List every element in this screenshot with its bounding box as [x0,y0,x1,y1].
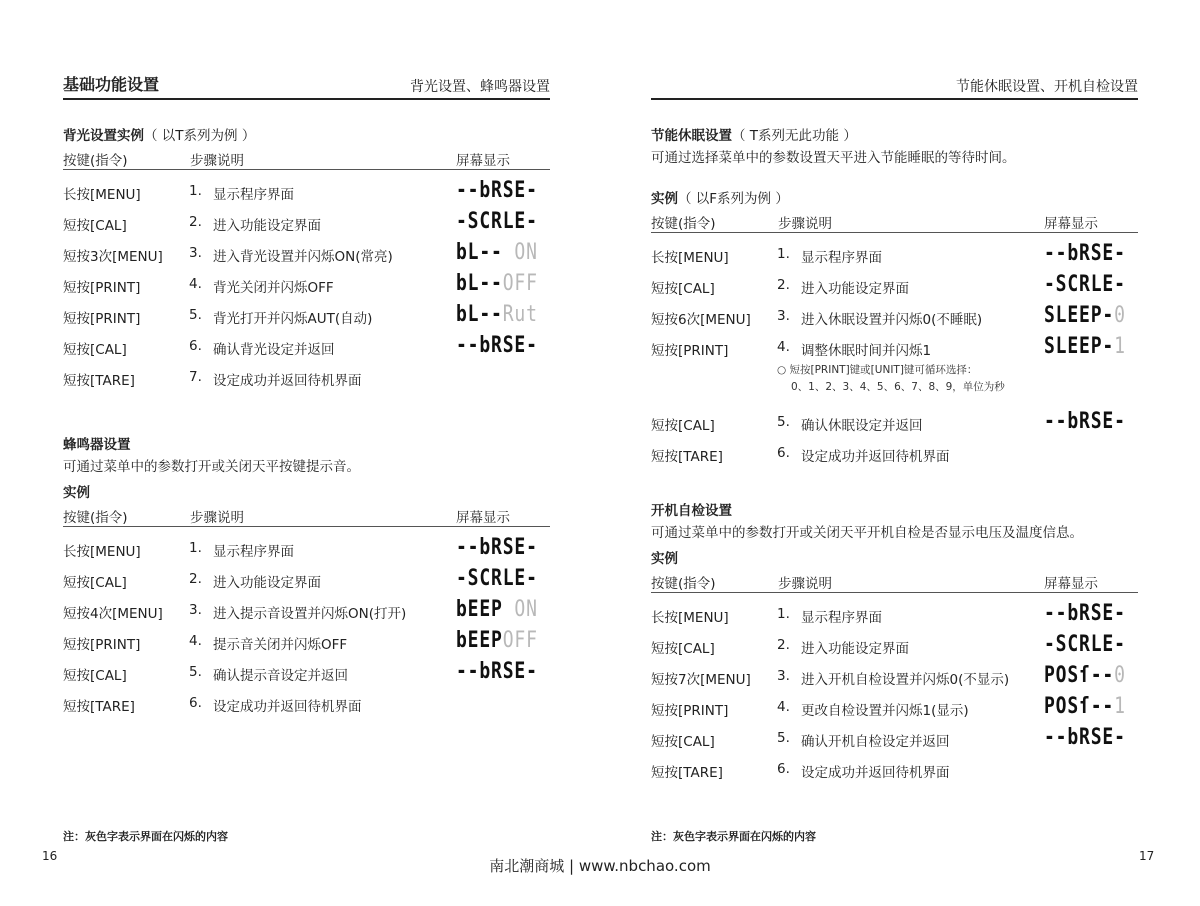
sleep-rows [651,238,1138,362]
selftest-title: 开机自检设置 [651,503,732,519]
col-display: 屏幕显示 [1044,576,1098,592]
lcd-display [456,629,538,653]
selftest-example-label: 实例 [651,551,678,567]
col-key: 按键(指令) [651,576,716,592]
key-command: 短按[PRINT] [651,343,729,359]
key-command: 短按[CAL] [63,575,127,591]
step-description: 确认背光设定并返回 [213,342,335,358]
right-page [651,0,1138,906]
step-number: 4. [189,633,202,649]
key-command: 短按[CAL] [63,218,127,234]
key-command: 短按[PRINT] [63,311,141,327]
table-row [651,598,1138,629]
table-header [63,504,550,527]
key-command: 短按[CAL] [651,418,715,434]
key-command: 短按[CAL] [63,342,127,358]
lcd-display [1044,410,1126,434]
key-command: 短按[TARE] [651,449,723,465]
lcd-display [456,241,538,265]
lcd-text: bL-- [456,302,503,327]
table-row [651,753,1138,784]
key-command: 短按[PRINT] [651,703,729,719]
key-command: 短按[TARE] [63,373,135,389]
table-row [63,687,550,718]
step-number: 5. [777,414,790,430]
backlight-rows [63,175,550,392]
sleep-title: 节能休眠设置 [651,128,732,144]
lcd-flashing-text: ON [514,597,538,622]
key-command: 短按3次[MENU] [63,249,163,265]
step-number: 4. [777,339,790,355]
key-command: 短按[PRINT] [63,637,141,653]
lcd-text: -SCRLE- [456,209,538,234]
lcd-flashing-text: 0 [1114,303,1126,328]
table-row [63,268,550,299]
step-description: 确认提示音设定并返回 [213,668,348,684]
key-command: 短按[CAL] [651,641,715,657]
step-number: 2. [777,277,790,293]
step-description: 设定成功并返回待机界面 [801,449,950,465]
lcd-flashing-text: ON [514,240,538,265]
key-command: 短按4次[MENU] [63,606,163,622]
key-command: 长按[MENU] [651,250,729,266]
table-row [651,300,1138,331]
sleep-title-note: （ T系列无此功能 ） [732,128,857,144]
footnote: 注：灰色字表示界面在闪烁的内容 [651,830,816,843]
key-command: 短按[CAL] [63,668,127,684]
step-description: 确认休眠设定并返回 [801,418,923,434]
lcd-text: bL-- [456,271,503,296]
step-description: 进入开机自检设置并闪烁0(不显示) [801,672,1010,688]
key-command: 长按[MENU] [651,610,729,626]
step-description: 显示程序界面 [213,187,294,203]
key-command: 短按[TARE] [63,699,135,715]
footnote: 注：灰色字表示界面在闪烁的内容 [63,830,228,843]
step-number: 3. [189,245,202,261]
table-row [651,722,1138,753]
lcd-text: bEEP [456,628,503,653]
lcd-display [456,210,538,234]
lcd-text: --bRSE- [456,333,538,358]
table-row [651,406,1138,437]
table-row [63,656,550,687]
page-number-left: 16 [42,849,58,863]
key-command: 短按6次[MENU] [651,312,751,328]
step-description: 设定成功并返回待机界面 [801,765,950,781]
step-description: 提示音关闭并闪烁OFF [213,637,348,653]
lcd-text: -SCRLE- [1044,272,1126,297]
col-display: 屏幕显示 [1044,216,1098,232]
step-number: 2. [189,214,202,230]
step-number: 1. [189,183,202,199]
step-number: 1. [777,246,790,262]
table-row [63,330,550,361]
lcd-text: bL-- [456,240,515,265]
step-description: 进入休眠设置并闪烁0(不睡眠) [801,312,983,328]
step-number: 5. [189,664,202,680]
lcd-text: --bRSE- [456,659,538,684]
step-description: 进入功能设定界面 [213,575,321,591]
lcd-text: SLEEP- [1044,303,1115,328]
step-description: 进入背光设置并闪烁ON(常亮) [213,249,393,265]
backlight-title: 背光设置实例 [63,128,144,144]
step-description: 显示程序界面 [213,544,294,560]
key-command: 短按[TARE] [651,765,723,781]
lcd-text: --bRSE- [1044,409,1126,434]
sleep-description: 可通过选择菜单中的参数设置天平进入节能睡眠的等待时间。 [651,150,1016,166]
lcd-display [1044,664,1126,688]
step-description: 背光关闭并闪烁OFF [213,280,334,296]
lcd-text: --bRSE- [1044,241,1126,266]
table-row [651,331,1138,362]
table-row [63,299,550,330]
selftest-rows [651,598,1138,784]
step-description: 进入功能设定界面 [801,281,909,297]
lcd-text: -SCRLE- [1044,632,1126,657]
key-command: 短按[CAL] [651,281,715,297]
lcd-display [456,303,538,327]
step-number: 3. [189,602,202,618]
step-description: 进入功能设定界面 [213,218,321,234]
lcd-text: --bRSE- [456,178,538,203]
backlight-section [63,125,550,392]
lcd-text: --bRSE- [1044,725,1126,750]
key-command: 短按7次[MENU] [651,672,751,688]
step-description: 设定成功并返回待机界面 [213,373,362,389]
lcd-display [456,660,538,684]
sleep-rows-continued [651,406,1138,468]
table-header [63,147,550,170]
step-description: 背光打开并闪烁AUT(自动) [213,311,373,327]
lcd-display [1044,695,1126,719]
col-key: 按键(指令) [63,510,128,526]
step-description: 调整休眠时间并闪烁1 [801,343,932,359]
table-row [651,691,1138,722]
step-description: 显示程序界面 [801,610,882,626]
step-description: 设定成功并返回待机界面 [213,699,362,715]
step-description: 更改自检设置并闪烁1(显示) [801,703,969,719]
step-number: 1. [189,540,202,556]
lcd-text: bEEP [456,597,515,622]
lcd-display [456,179,538,203]
step-number: 6. [189,338,202,354]
step-number: 1. [777,606,790,622]
sleep-example-note: （ 以F系列为例 ） [678,191,789,207]
lcd-display [1044,602,1126,626]
col-key: 按键(指令) [651,216,716,232]
key-command: 短按[PRINT] [63,280,141,296]
table-header [651,210,1138,233]
step-number: 5. [189,307,202,323]
step-number: 3. [777,308,790,324]
lcd-flashing-text: Rut [502,302,538,327]
section-subtitle: 背光设置、蜂鸣器设置 [410,79,550,95]
left-page [63,0,550,906]
site-footer: 南北潮商城 | www.nbchao.com [489,857,711,875]
chapter-title: 基础功能设置 [63,75,160,94]
lcd-flashing-text: 1 [1114,694,1126,719]
step-number: 2. [189,571,202,587]
section-subtitle: 节能休眠设置、开机自检设置 [956,79,1138,95]
lcd-display [456,536,538,560]
step-number: 6. [777,761,790,777]
right-page-header [651,72,1138,100]
col-step: 步骤说明 [190,153,244,169]
lcd-text: --bRSE- [456,535,538,560]
sleep-cycle-note [651,362,1138,406]
lcd-display [1044,726,1126,750]
table-row [651,437,1138,468]
lcd-display [1044,335,1126,359]
lcd-display [1044,242,1126,266]
table-row [63,594,550,625]
lcd-display [456,567,538,591]
table-row [63,361,550,392]
buzzer-description: 可通过菜单中的参数打开或关闭天平按键提示音。 [63,459,360,475]
table-row [63,563,550,594]
key-command: 长按[MENU] [63,544,141,560]
table-row [651,269,1138,300]
lcd-flashing-text: OFF [502,628,538,653]
step-number: 6. [777,445,790,461]
table-header [651,570,1138,593]
step-number: 5. [777,730,790,746]
col-step: 步骤说明 [778,576,832,592]
lcd-display [456,334,538,358]
step-number: 7. [189,369,202,385]
table-row [651,238,1138,269]
lcd-text: SLEEP- [1044,334,1115,359]
col-display: 屏幕显示 [456,510,510,526]
table-row [63,532,550,563]
buzzer-title: 蜂鸣器设置 [63,437,131,453]
lcd-display [1044,273,1126,297]
col-step: 步骤说明 [190,510,244,526]
lcd-flashing-text: 1 [1114,334,1126,359]
table-row [63,206,550,237]
col-key: 按键(指令) [63,153,128,169]
col-display: 屏幕显示 [456,153,510,169]
lcd-display [456,272,538,296]
backlight-title-note: （ 以T系列为例 ） [144,128,256,144]
selftest-section [651,500,1138,784]
page-number-right: 17 [1139,849,1155,863]
table-row [63,237,550,268]
lcd-flashing-text: OFF [502,271,538,296]
step-description: 进入功能设定界面 [801,641,909,657]
step-number: 2. [777,637,790,653]
selftest-description: 可通过菜单中的参数打开或关闭天平开机自检是否显示电压及温度信息。 [651,525,1083,541]
lcd-display [456,598,538,622]
lcd-text: --bRSE- [1044,601,1126,626]
lcd-display [1044,633,1126,657]
lcd-text: POSſ-- [1044,663,1115,688]
sleep-section [651,125,1138,468]
table-row [63,175,550,206]
lcd-flashing-text: 0 [1114,663,1126,688]
key-command: 长按[MENU] [63,187,141,203]
col-step: 步骤说明 [778,216,832,232]
note-line-1: ○ 短按[PRINT]键或[UNIT]键可循环选择： [777,364,978,376]
step-number: 3. [777,668,790,684]
step-description: 确认开机自检设定并返回 [801,734,950,750]
lcd-text: POSſ-- [1044,694,1115,719]
step-number: 4. [777,699,790,715]
buzzer-rows [63,532,550,718]
step-number: 4. [189,276,202,292]
step-description: 进入提示音设置并闪烁ON(打开) [213,606,407,622]
left-page-header [63,72,550,100]
step-description: 显示程序界面 [801,250,882,266]
table-row [651,660,1138,691]
lcd-text: -SCRLE- [456,566,538,591]
buzzer-example-label: 实例 [63,485,90,501]
sleep-example-label: 实例 [651,191,678,207]
buzzer-section [63,434,550,718]
table-row [63,625,550,656]
lcd-display [1044,304,1126,328]
step-number: 6. [189,695,202,711]
note-line-2: 0、1、2、3、4、5、6、7、8、9，单位为秒 [791,381,1005,393]
key-command: 短按[CAL] [651,734,715,750]
table-row [651,629,1138,660]
